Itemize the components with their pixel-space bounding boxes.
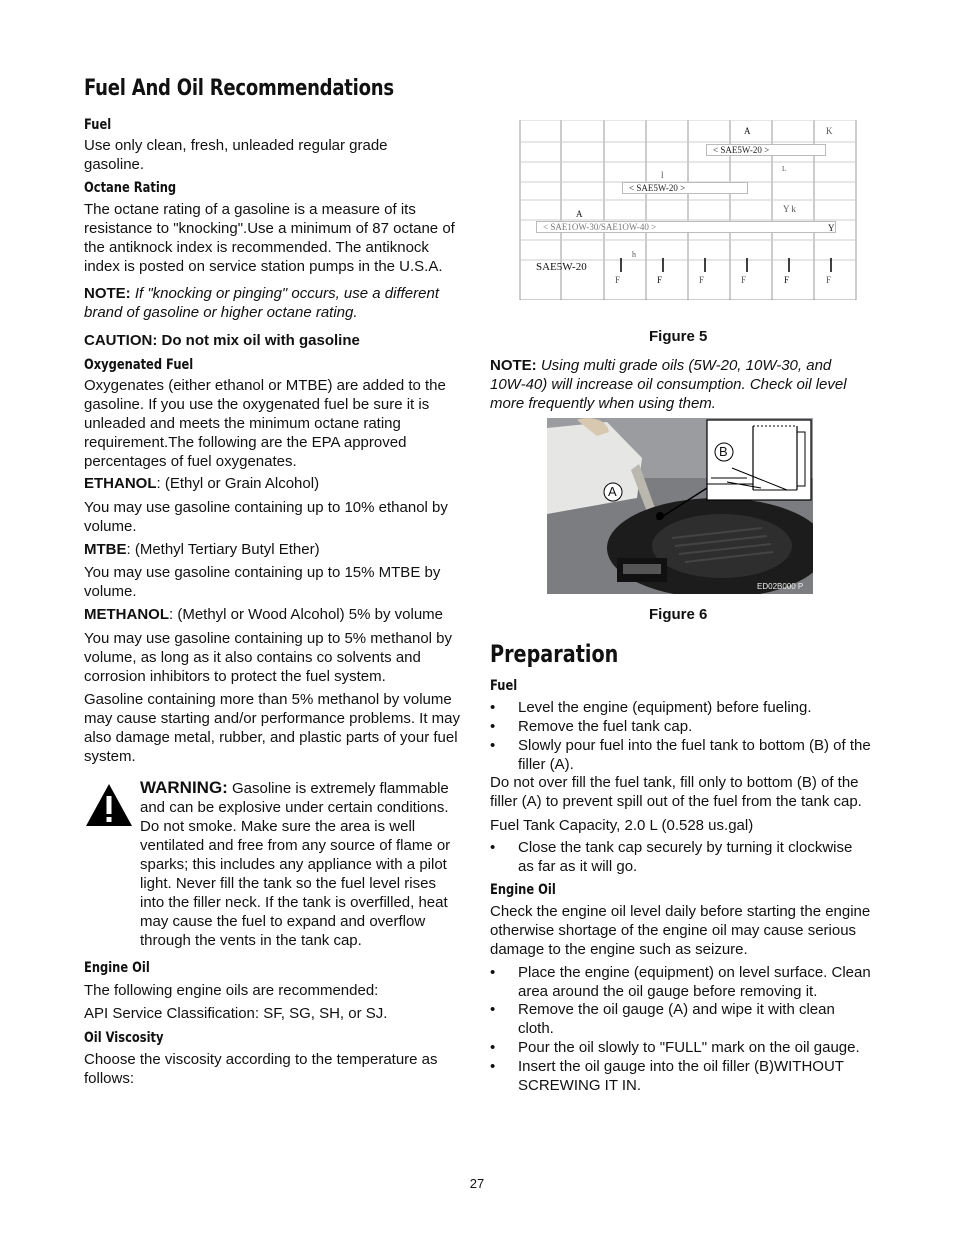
figure-6-photo: [547, 418, 813, 594]
ethanol-text: You may use gasoline containing up to 10% ethanol by volume.: [84, 499, 448, 535]
ethanol-desc: : (Ethyl or Grain Alcohol): [156, 475, 320, 492]
oxygenated-text: Oxygenates (either ethanol or MTBE) are added to the gasoline. If you use the oxygenated fuel be sure it is unleaded and meets the minimum octane rating requirement.The following are the EPA approved percentages of fuel oxygenates.: [84, 377, 446, 470]
viscosity-text: Choose the viscosity according to the temperature as follows:: [84, 1051, 438, 1087]
fig5-bottom-2: F: [657, 275, 663, 285]
figure-6-label-a: A: [608, 484, 617, 499]
warning-label: WARNING:: [140, 778, 228, 797]
caution-text: CAUTION: Do not mix oil with gasoline: [84, 332, 360, 349]
fig5-bottom-5: F: [784, 275, 790, 285]
oil-bullet-2: • Remove the oil gauge (A) and wipe it with clean cloth.: [490, 1000, 872, 1038]
fig5-label-3: l: [661, 170, 664, 180]
mtbe-desc: : (Methyl Tertiary Butyl Ether): [126, 541, 320, 558]
page-number: 27: [469, 1176, 485, 1191]
fig5-bottom-4: F: [741, 275, 747, 285]
fig5-label-8: h: [632, 250, 636, 259]
methanol-desc: : (Methyl or Wood Alcohol) 5% by volume: [169, 606, 444, 623]
fig5-label-7: Y: [828, 223, 835, 233]
bar-sae10w30-40: < SAE1OW-30/SAE1OW-40 >: [536, 221, 836, 233]
oil-bullet-4: • Insert the oil gauge into the oil filler (B)WITHOUT SCREWING IT IN.: [490, 1057, 872, 1095]
fuel-heading: Fuel: [84, 117, 112, 133]
overfill-text: Do not over fill the fuel tank, fill only to bottom (B) of the filler (A) to prevent spill out of the fuel from the tank cap.: [490, 774, 862, 810]
mtbe-line: [84, 540, 320, 559]
fig5-label-1: A: [744, 126, 751, 136]
bar-sae5w20-bottom: SAE5W-20: [536, 261, 587, 273]
figure-6-caption: Figure 6: [649, 606, 708, 623]
warning-text: Gasoline is extremely flammable and can be explosive under certain conditions. Do not smoke. Make sure the area is well ventilated and free from any source of flame or sparks; this includes any appliance with a pilot light. Never fill the tank so the fuel level rises into the filler neck. If the tank is overfilled, heat may cause the fuel to expand and overflow through the vents in the tank cap.: [140, 780, 451, 949]
methanol-label: METHANOL: [84, 606, 169, 623]
fig5-label-5: A: [576, 209, 583, 219]
capacity-text: Fuel Tank Capacity, 2.0 L (0.528 us.gal): [490, 817, 754, 834]
figure-5-caption: Figure 5: [649, 328, 708, 345]
api-text: API Service Classification: SF, SG, SH, or SJ.: [84, 1005, 388, 1022]
prep-bullet-3: • Slowly pour fuel into the fuel tank to bottom (B) of the filler (A).: [490, 736, 872, 774]
oil-bullet-1: • Place the engine (equipment) on level surface. Clean area around the oil gauge before removing it.: [490, 963, 872, 1001]
ethanol-label: ETHANOL: [84, 475, 157, 492]
gasoline-warning-text: Gasoline containing more than 5% methanol by volume may cause starting and/or performance problems. It may also damage metal, rubber, and plastic parts of your fuel system.: [84, 691, 460, 765]
note-knocking: [84, 284, 466, 322]
mtbe-label: MTBE: [84, 541, 127, 558]
note-multigrade: [490, 356, 870, 413]
engine-oil-heading-left: Engine Oil: [84, 960, 150, 976]
prep-bullet-4: • Close the tank cap securely by turning it clockwise as far as it will go.: [490, 838, 872, 876]
octane-text: The octane rating of a gasoline is a measure of its resistance to "knocking".Use a minimum of 87 octane of the antiknock index is recommended. The antiknock index is posted on service station pumps in the U.S.A.: [84, 201, 455, 275]
engine-fueling-illustration: [547, 418, 813, 594]
warning-triangle-icon: [84, 782, 134, 828]
prep-bullet-1: • Level the engine (equipment) before fueling.: [490, 698, 872, 717]
figure-6-code: ED02B000 P: [757, 582, 804, 591]
engine-oil-heading-right: Engine Oil: [490, 882, 556, 898]
mtbe-text: You may use gasoline containing up to 15% MTBE by volume.: [84, 564, 441, 600]
fig5-bottom-6: F: [826, 275, 832, 285]
octane-heading: Octane Rating: [84, 180, 177, 196]
bar-sae5w20-mid: < SAE5W-20 >: [622, 182, 748, 194]
bar-sae5w20-top: < SAE5W-20 >: [706, 144, 826, 156]
note-label: NOTE:: [84, 285, 131, 302]
prep-bullet-2: • Remove the fuel tank cap.: [490, 717, 872, 736]
fig5-label-6: Y k: [783, 204, 796, 214]
oxygenated-heading: Oxygenated Fuel: [84, 357, 194, 373]
note-label-right: NOTE:: [490, 357, 537, 374]
engine-oil-text-left: The following engine oils are recommended:: [84, 982, 379, 999]
oil-bullet-3: • Pour the oil slowly to "FULL" mark on the oil gauge.: [490, 1038, 872, 1057]
prep-fuel-heading: Fuel: [490, 678, 518, 694]
note-text-right: Using multi grade oils (5W-20, 10W-30, and 10W-40) will increase oil consumption. Check oil level more frequently when using them.: [490, 357, 847, 412]
note-text: If "knocking or pinging" occurs, use a different brand of gasoline or higher octane rating.: [84, 285, 439, 321]
figure-5-viscosity-chart: [518, 120, 858, 300]
fig5-label-2: K: [826, 126, 833, 136]
methanol-line: [84, 605, 443, 624]
fig5-label-4: L: [782, 165, 787, 173]
engine-oil-text-right: Check the engine oil level daily before starting the engine otherwise shortage of the engine oil may cause serious damage to the engine such as seizure.: [490, 903, 871, 958]
preparation-heading: Preparation: [490, 640, 619, 668]
ethanol-line: [84, 474, 319, 493]
page-title: Fuel And Oil Recommendations: [84, 76, 394, 101]
fig5-bottom-1: F: [615, 275, 621, 285]
viscosity-heading: Oil Viscosity: [84, 1030, 164, 1046]
fig5-bottom-3: F: [699, 275, 705, 285]
figure-6-label-b: B: [719, 444, 728, 459]
fuel-text: Use only clean, fresh, unleaded regular grade gasoline.: [84, 137, 388, 173]
methanol-text: You may use gasoline containing up to 5% methanol by volume, as long as it also contains co solvents and corrosion inhibitors to protect the fuel system.: [84, 630, 453, 685]
warning-block: [140, 778, 460, 950]
